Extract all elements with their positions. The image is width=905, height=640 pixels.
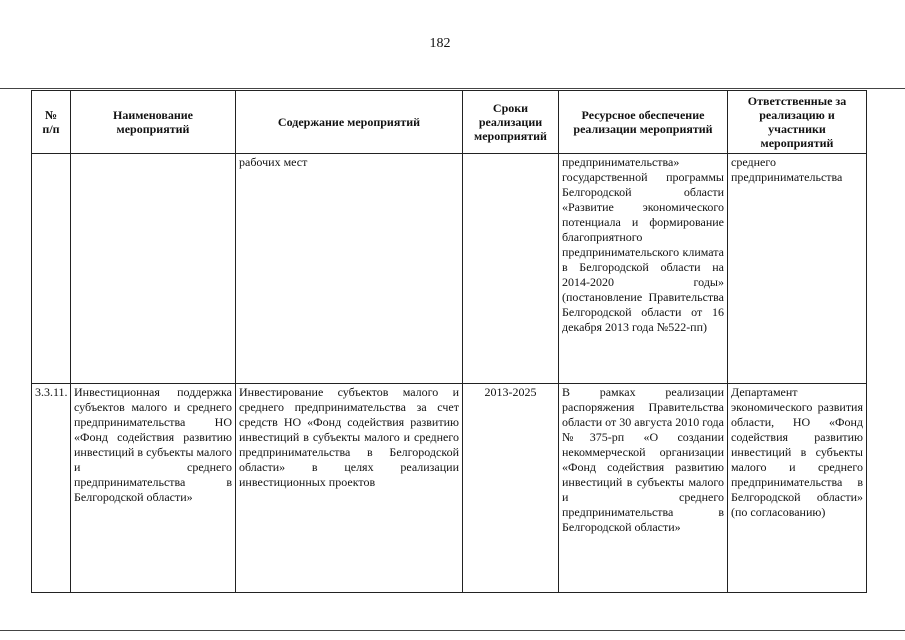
cell-content: Инвестирование субъектов малого и среднего предпринимательства за счет средств НО «Фонд содействия развитию инвестиций в субъекты малого и среднего предпринимательства в Белгородской области» в целях реализации инвестиционных проектов <box>236 384 463 593</box>
header-name: Наименование мероприятий <box>71 91 236 154</box>
table-header-row <box>32 91 867 154</box>
cell-content: рабочих мест <box>236 154 463 384</box>
table-row <box>32 384 867 593</box>
cell-resources: В рамках реализации распоряжения Правительства области от 30 августа 2010 года №375-рп «О создании некоммерческой организации «Фонд содействия развитию инвестиций в субъекты малого и среднего предпринимательства в Белгородской области» <box>559 384 728 593</box>
table-row <box>32 154 867 384</box>
cell-responsible: среднего предпринимательства <box>728 154 867 384</box>
cell-resources: предпринимательства» государственной программы Белгородской области «Развитие экономического потенциала и формирование благоприятного предпринимательского климата в Белгородской области на 2014-2020 годы» (постановление Правительства Белгородской области от 16 декабря 2013 года №522-пп) <box>559 154 728 384</box>
header-terms: Сроки реализации мероприятий <box>463 91 559 154</box>
cell-name: Инвестиционная поддержка субъектов малого и среднего предпринимательства НО «Фонд содействия развитию инвестиций в субъекты малого и среднего предпринимательства в Белгородской области» <box>71 384 236 593</box>
cell-terms <box>463 154 559 384</box>
measures-table <box>31 90 867 593</box>
header-number: № п/п <box>32 91 71 154</box>
cell-name <box>71 154 236 384</box>
header-responsible: Ответственные за реализацию и участники мероприятий <box>728 91 867 154</box>
cell-number <box>32 154 71 384</box>
bottom-scan-line <box>0 630 905 631</box>
cell-terms: 2013-2025 <box>463 384 559 593</box>
cell-responsible: Департамент экономического развития области, НО «Фонд содействия развитию инвестиций в субъекты малого и среднего предпринимательства в Белгородской области» (по согласованию) <box>728 384 867 593</box>
page-number: 182 <box>429 36 451 51</box>
cell-number: 3.3.11. <box>32 384 71 593</box>
header-resources: Ресурсное обеспечение реализации мероприятий <box>559 91 728 154</box>
header-content: Содержание мероприятий <box>236 91 463 154</box>
top-scan-line <box>0 88 905 89</box>
